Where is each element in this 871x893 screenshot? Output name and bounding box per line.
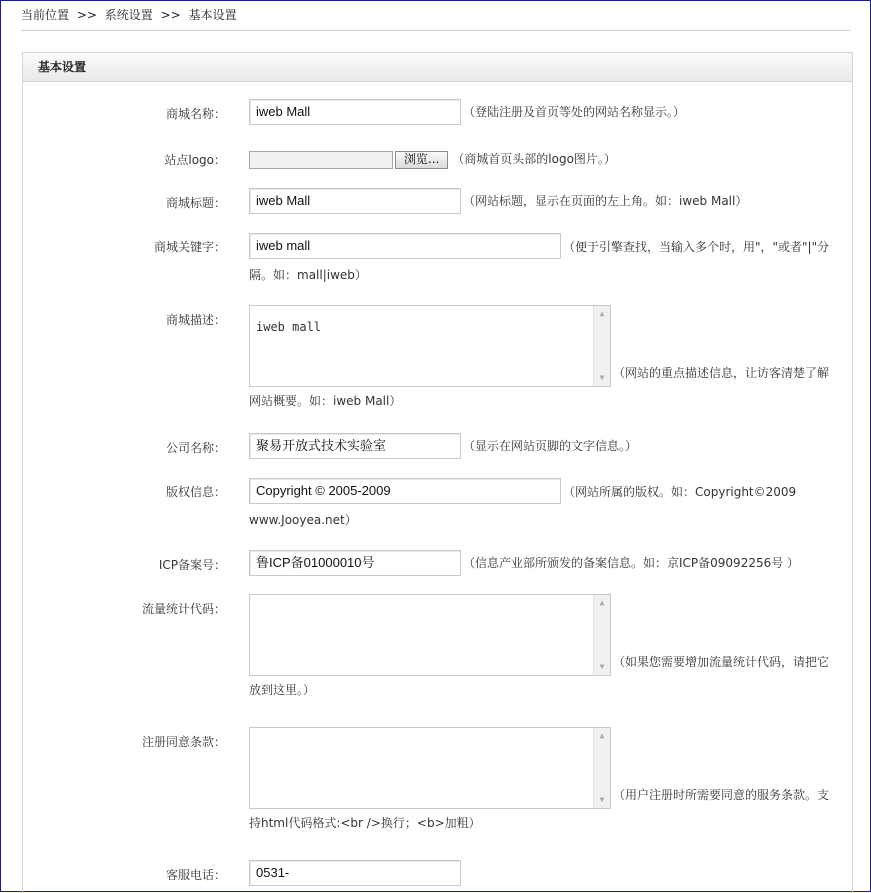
breadcrumb-current-location: 当前位置 [21,8,70,22]
terms-scrollbar[interactable] [593,728,610,808]
terms-textarea[interactable] [249,727,611,809]
phone-input[interactable]: 0531- [249,860,461,886]
phone-label: 客服电话： [165,868,226,882]
company-hint: （显示在网站页脚的文字信息。） [463,439,638,453]
keywords-hint: （便于引擎查找，当输入多个时，用"，"或者"|"分隔。如：mall|iweb） [249,240,830,282]
breadcrumb-divider [21,30,850,31]
site-name-input[interactable]: iweb Mall [249,99,461,125]
settings-panel [22,52,853,893]
scroll-down-arrow-icon[interactable]: ▼ [599,795,605,804]
site-logo-label: 站点logo： [164,153,226,167]
site-title-hint: （网站标题，显示在页面的左上角。如：iweb Mall） [463,194,748,208]
stats-code-scrollbar[interactable] [593,595,610,675]
stats-code-label: 流量统计代码： [141,602,226,616]
terms-hint: （用户注册时所需要同意的服务条款。支持html代码格式:<br />换行；<b>加粗） [249,788,830,830]
breadcrumb [21,6,237,23]
site-title-label: 商城标题： [165,196,226,210]
keywords-input[interactable]: iweb mall [249,233,561,259]
description-label: 商城描述： [165,313,226,327]
company-input[interactable]: 聚易开放式技术实验室 [249,433,461,459]
site-name-hint: （登陆注册及首页等处的网站名称显示。） [463,105,686,119]
description-scrollbar[interactable] [593,306,610,386]
breadcrumb-separator: >> [76,8,97,22]
terms-label: 注册同意条款： [141,735,226,749]
scroll-up-arrow-icon[interactable]: ▲ [599,731,605,740]
company-label: 公司名称： [165,441,226,455]
copyright-input[interactable]: Copyright © 2005-2009 [249,478,561,504]
keywords-label: 商城关键字： [153,240,226,254]
site-name-label: 商城名称： [165,107,226,121]
description-text: iweb mall [256,320,322,334]
description-hint: （网站的重点描述信息，让访客清楚了解网站概要。如：iweb Mall） [249,366,830,408]
icp-input[interactable]: 鲁ICP备01000010号 [249,550,461,576]
site-logo-hint: （商城首页头部的logo图片。） [452,152,616,166]
description-textarea[interactable] [249,305,611,387]
copyright-label: 版权信息： [165,485,226,499]
scroll-up-arrow-icon[interactable]: ▲ [599,598,605,607]
site-title-input[interactable]: iweb Mall [249,188,461,214]
logo-file-path[interactable] [249,151,393,169]
stats-code-hint: （如果您需要增加流量统计代码，请把它放到这里。） [249,655,830,697]
icp-label: ICP备案号： [158,558,226,572]
scroll-down-arrow-icon[interactable]: ▼ [599,662,605,671]
browse-button[interactable]: 浏览... [395,151,448,169]
breadcrumb-separator: >> [160,8,181,22]
panel-title: 基本设置 [23,53,852,82]
scroll-up-arrow-icon[interactable]: ▲ [599,309,605,318]
breadcrumb-system-settings[interactable]: 系统设置 [104,8,153,22]
breadcrumb-basic-settings: 基本设置 [188,8,237,22]
scroll-down-arrow-icon[interactable]: ▼ [599,373,605,382]
stats-code-textarea[interactable] [249,594,611,676]
icp-hint: （信息产业部所颁发的备案信息。如：京ICP备09092256号 ） [463,556,800,570]
copyright-hint: （网站所属的版权。如：Copyright©2009 www.Jooyea.net） [249,485,797,527]
